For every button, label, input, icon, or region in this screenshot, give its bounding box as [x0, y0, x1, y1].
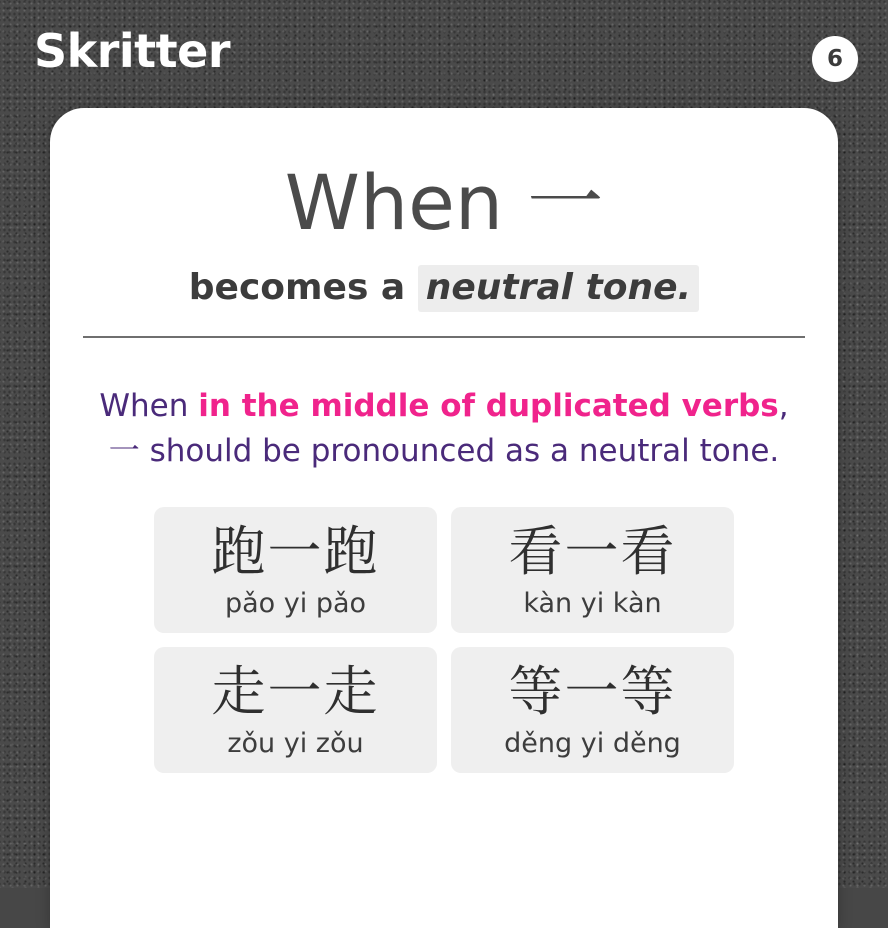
brand-logo: Skritter — [34, 24, 231, 78]
subtitle-prefix: becomes a — [188, 267, 418, 308]
explanation-hanzi: 一 — [108, 432, 140, 469]
example-pinyin: zǒu yi zǒu — [227, 727, 364, 759]
example-hanzi: 等一等 — [508, 659, 677, 723]
example-tile[interactable] — [154, 647, 437, 773]
example-tile[interactable] — [451, 647, 734, 773]
explanation-emphasis: in the middle of duplicated verbs — [198, 388, 779, 424]
lesson-card — [50, 108, 838, 928]
app-header — [0, 0, 888, 108]
example-hanzi: 看一看 — [508, 520, 677, 584]
card-number-badge: 6 — [812, 36, 858, 82]
explanation-line2: should be pronounced as a neutral tone. — [139, 432, 780, 469]
example-tile[interactable] — [154, 507, 437, 633]
example-hanzi: 跑一跑 — [211, 520, 380, 584]
explanation-text — [90, 384, 798, 473]
example-tile[interactable] — [451, 507, 734, 633]
example-pinyin: kàn yi kàn — [523, 587, 662, 619]
explanation-part1: When — [99, 388, 199, 424]
page-subtitle — [50, 267, 838, 308]
example-pinyin: pǎo yi pǎo — [224, 587, 367, 619]
page-title: When 一 — [284, 158, 604, 247]
example-grid — [154, 507, 734, 772]
example-pinyin: děng yi děng — [504, 727, 681, 759]
subtitle-highlight: neutral tone. — [418, 265, 699, 312]
example-hanzi: 走一走 — [211, 659, 380, 723]
divider — [83, 336, 805, 338]
explanation-part2: , — [778, 388, 789, 424]
